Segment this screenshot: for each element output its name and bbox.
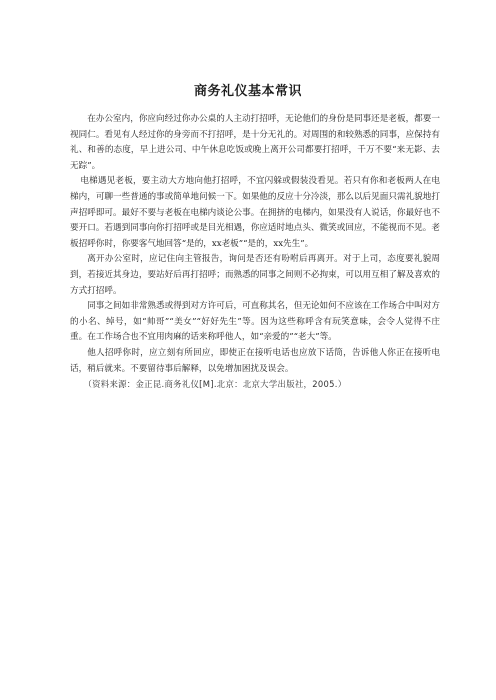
document-body: [70, 112, 440, 393]
paragraph-elevator: 电梯遇见老板，要主动大方地向他打招呼，不宜闪躲或假装没看见。若只有你和老板两人在电梯内，可聊一些普通的事或简单地问候一下。如果他的反应十分冷淡，那么以后见面只需礼貌地打声招呼即可。最好不要与老板在电梯内谈论公事。在拥挤的电梯内，如果没有人说话，你最好也不要开口。若遇到同事向你打招呼或是目光相遇，你应适时地点头、微笑或回应，不能视而不见。老板招呼你时，你要客气地回答“是的，xx老板”“是的，xx先生”。: [70, 176, 440, 249]
document-title: 商务礼仪基本常识: [193, 84, 302, 99]
paragraph-leaving-office: 离开办公室时，应记住向主管报告，询问是否还有吩咐后再离开。对于上司，态度要礼貌周到，若接近其身边，要站好后再打招呼；而熟悉的同事之间则不必拘束，可以用互相了解及喜欢的方式打招呼。: [70, 254, 440, 296]
paragraph-responding: 他人招呼你时，应立刻有所回应，即使正在接听电话也应放下话筒，告诉他人你正在接听电话，稍后就来。不要留待事后解释，以免增加困扰及误会。: [70, 347, 440, 374]
paragraph-greeting-office: 在办公室内，你应向经过你办公桌的人主动打招呼，无论他们的身份是同事还是老板，都要一视同仁。看见有人经过你的身旁而不打招呼，是十分无礼的。对周围的和较熟悉的同事，应保持有礼、和善的态度，早上进公司、中午休息吃饭或晚上离开公司都要打招呼，千万不要“来无影、去无踪”。: [70, 114, 440, 171]
source-citation: （资料来源：金正昆.商务礼仪[M].北京：北京大学出版社，2005.）: [83, 379, 347, 390]
paragraph-addressing-colleagues: 同事之间如非常熟悉或得到对方许可后，可直称其名，但无论如何不应该在工作场合中叫对方的小名、绰号，如“帅哥”“美女”“好好先生”等。因为这些称呼含有玩笑意味，会令人觉得不庄重。在工作场合也不宜用肉麻的话来称呼他人，如“亲爱的”“老大”等。: [70, 301, 440, 343]
